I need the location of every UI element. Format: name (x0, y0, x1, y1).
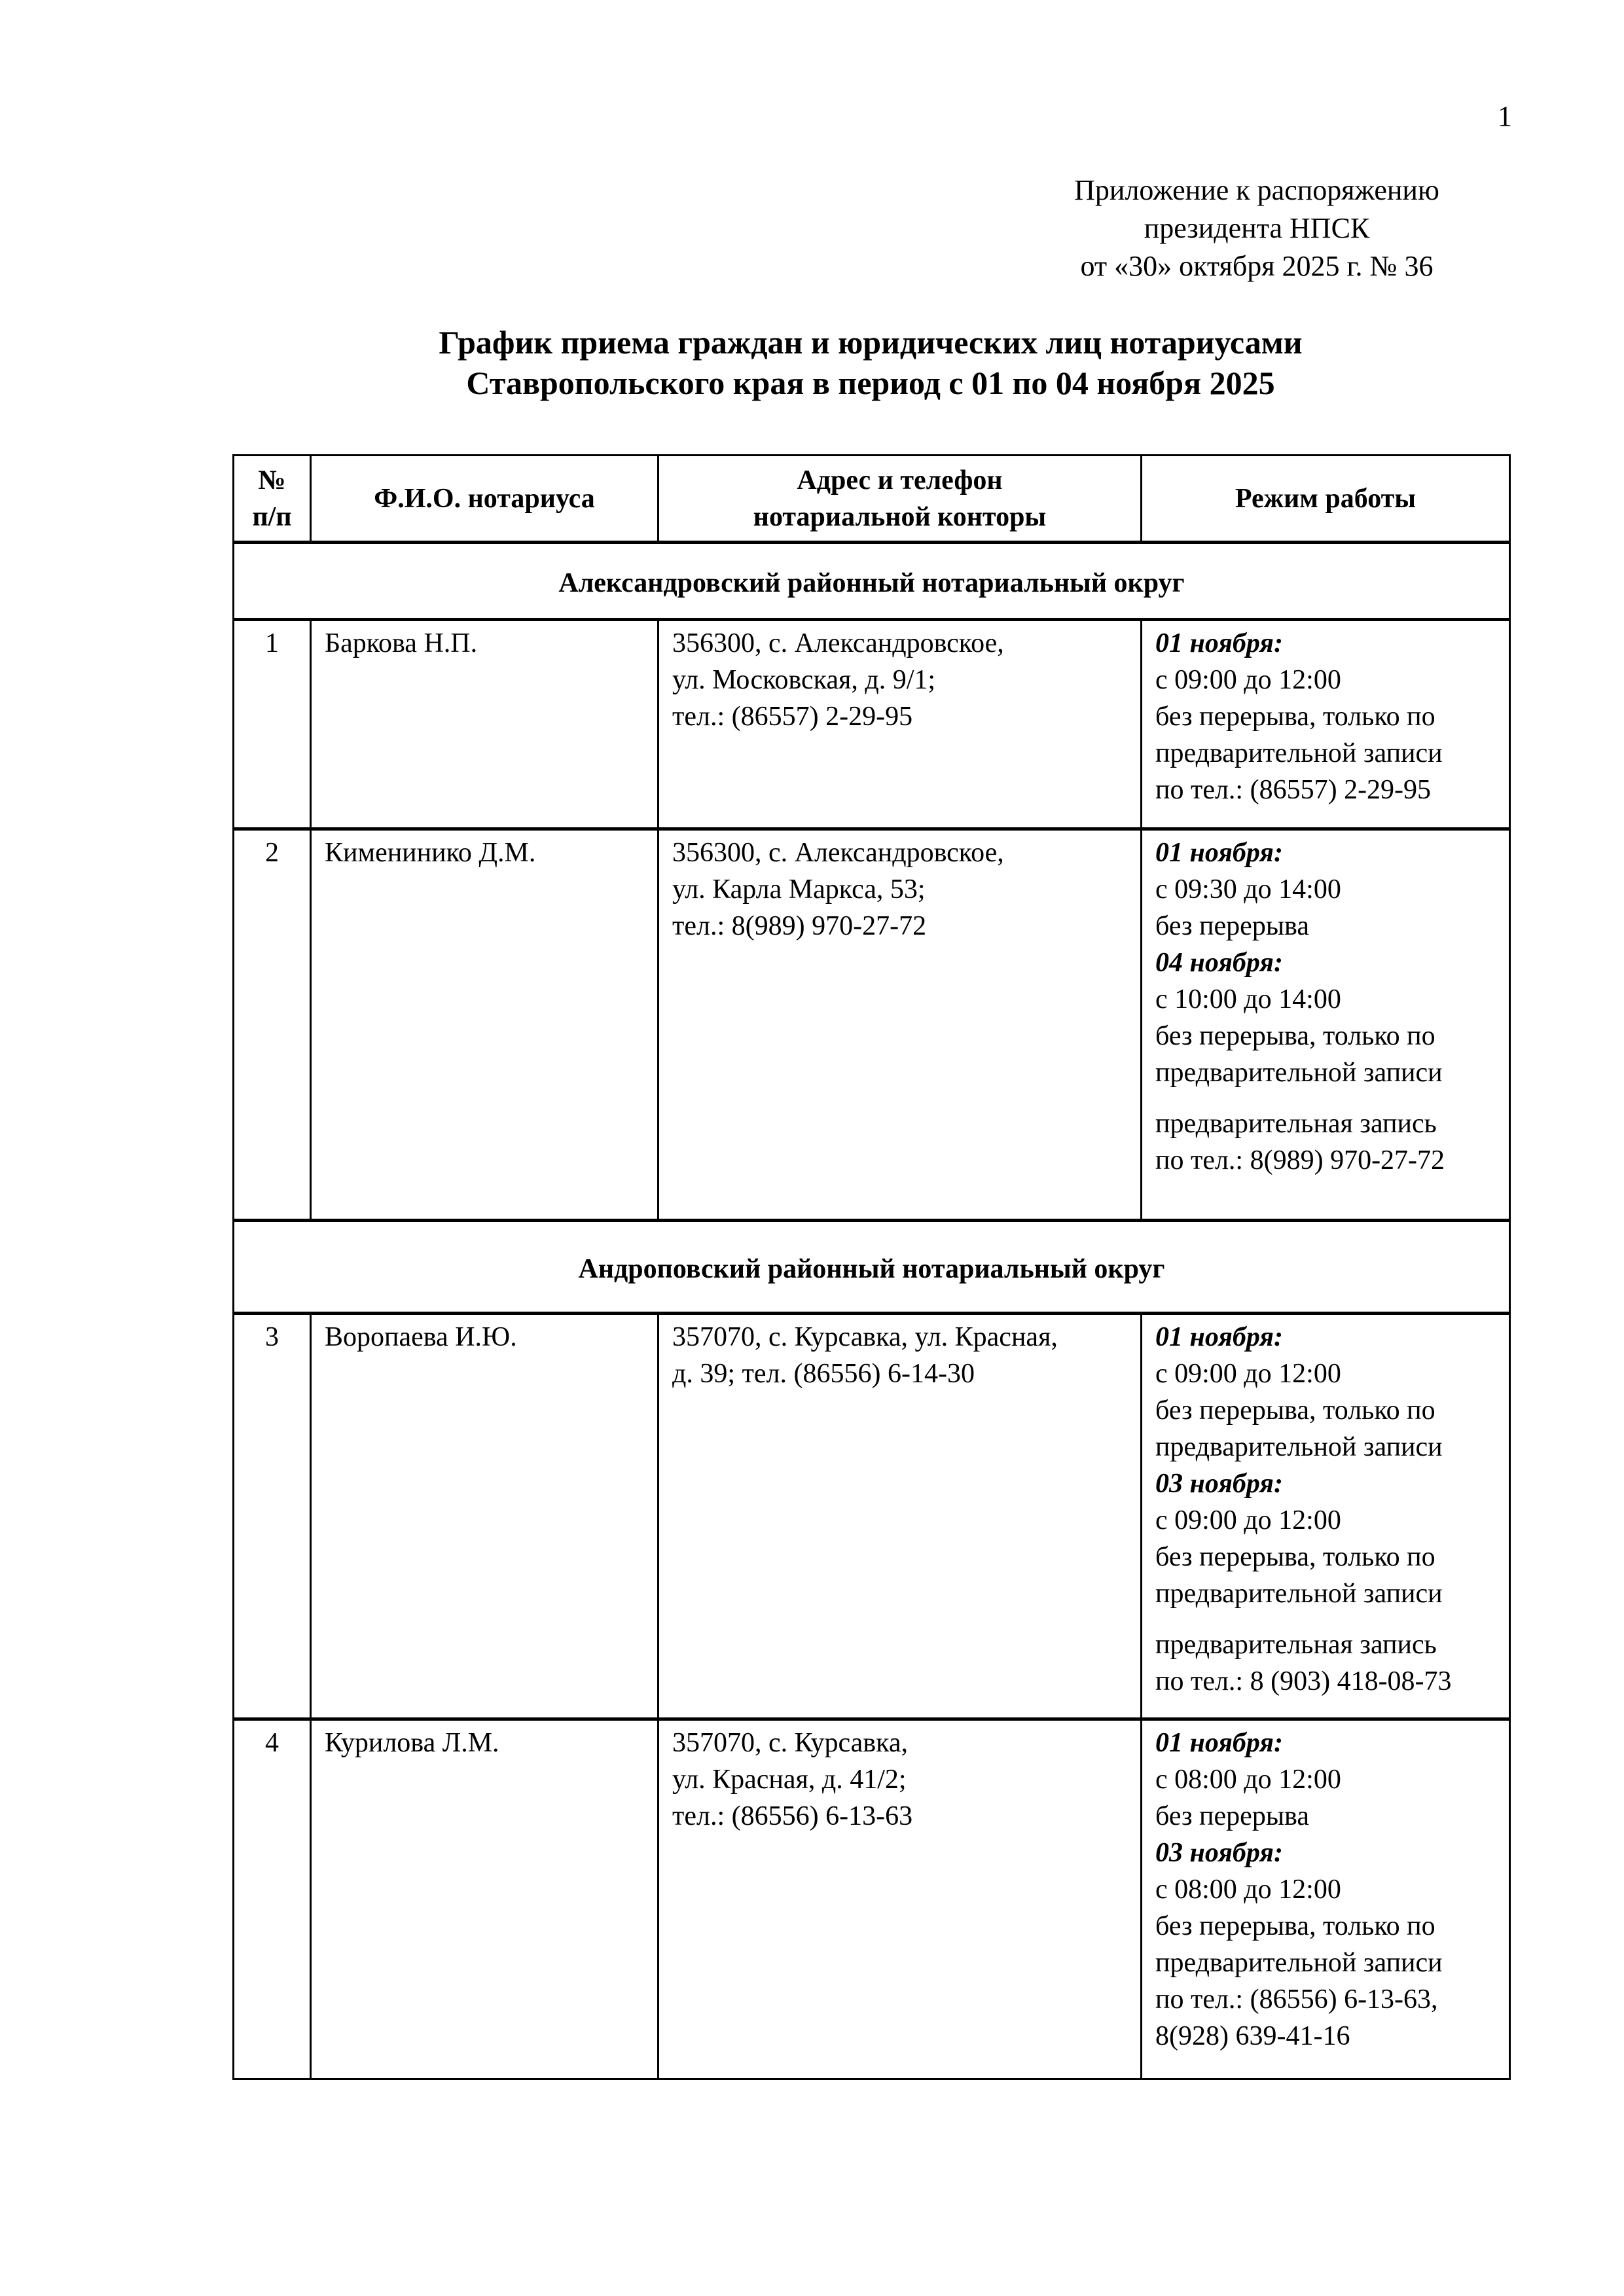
header-address: Адрес и телефон нотариальной конторы (659, 456, 1142, 543)
notary-schedule-table (232, 454, 1511, 2080)
schedule-line: без перерыва, только по (1155, 1542, 1435, 1572)
appointment-note: по тел.: 8 (903) 418-08-73 (1155, 1666, 1452, 1696)
row-number: 2 (234, 829, 311, 1221)
schedule-line: предварительной записи (1155, 1432, 1443, 1462)
row-number: 1 (234, 620, 311, 829)
district-title: Андроповский районный нотариальный округ (234, 1221, 1510, 1314)
appointment-note: по тел.: 8(989) 970-27-72 (1155, 1145, 1445, 1175)
table-row (234, 1314, 1510, 1719)
header-number: № п/п (234, 456, 311, 543)
schedule-line: с 08:00 до 12:00 (1155, 1874, 1341, 1905)
schedule-line: с 08:00 до 12:00 (1155, 1765, 1341, 1795)
schedule-line: с 09:00 до 12:00 (1155, 1359, 1341, 1389)
schedule-line: по тел.: (86557) 2-29-95 (1155, 775, 1432, 805)
row-number: 4 (234, 1719, 311, 2079)
office-address (659, 1719, 1142, 2079)
schedule-line: предварительной записи (1155, 1948, 1443, 1978)
working-hours (1142, 829, 1510, 1221)
address-line: тел.: (86557) 2-29-95 (672, 702, 913, 732)
title-line-2: Ставропольского края в период с 01 по 04 ноября 2025 (466, 365, 1275, 401)
schedule-day: 01 ноября: (1155, 838, 1283, 868)
address-line: ул. Карла Маркса, 53; (672, 874, 926, 905)
schedule-line: без перерыва, только по (1155, 702, 1435, 732)
notary-name: Кименинико Д.М. (311, 829, 659, 1221)
table-header-row (234, 456, 1510, 543)
working-hours (1142, 1719, 1510, 2079)
schedule-line: предварительной записи (1155, 1579, 1443, 1609)
appendix-reference (1021, 171, 1492, 285)
office-address (659, 620, 1142, 829)
schedule-line: предварительной записи (1155, 738, 1443, 768)
schedule-line: с 10:00 до 14:00 (1155, 984, 1341, 1014)
appendix-line-1: Приложение к распоряжению (1074, 174, 1439, 206)
schedule-line: 8(928) 639-41-16 (1155, 2021, 1350, 2051)
office-address (659, 829, 1142, 1221)
district-title: Александровский районный нотариальный округ (234, 543, 1510, 620)
header-schedule: Режим работы (1142, 456, 1510, 543)
district-section-row (234, 1221, 1510, 1314)
schedule-day: 01 ноября: (1155, 1322, 1283, 1352)
address-line: 356300, с. Александровское, (672, 838, 1004, 868)
schedule-day: 01 ноября: (1155, 628, 1283, 658)
schedule-line: с 09:00 до 12:00 (1155, 665, 1341, 695)
header-name: Ф.И.О. нотариуса (311, 456, 659, 543)
address-line: 357070, с. Курсавка, ул. Красная, (672, 1322, 1058, 1352)
page-number: 1 (1498, 100, 1512, 132)
schedule-line: без перерыва (1155, 1801, 1309, 1831)
schedule-day: 01 ноября: (1155, 1728, 1283, 1758)
schedule-line: по тел.: (86556) 6-13-63, (1155, 1984, 1438, 2015)
address-line: ул. Красная, д. 41/2; (672, 1765, 907, 1795)
schedule-line: без перерыва, только по (1155, 1395, 1435, 1426)
address-line: ул. Московская, д. 9/1; (672, 665, 936, 695)
address-line: 357070, с. Курсавка, (672, 1728, 909, 1758)
schedule-line: без перерыва, только по (1155, 1021, 1435, 1051)
schedule-line: с 09:30 до 14:00 (1155, 874, 1341, 905)
notary-name: Курилова Л.М. (311, 1719, 659, 2079)
table-row (234, 1719, 1510, 2079)
document-title (232, 322, 1509, 403)
schedule-day: 03 ноября: (1155, 1469, 1283, 1499)
address-line: 356300, с. Александровское, (672, 628, 1004, 658)
schedule-day: 04 ноября: (1155, 948, 1283, 978)
schedule-line: без перерыва (1155, 911, 1309, 941)
office-address (659, 1314, 1142, 1719)
row-number: 3 (234, 1314, 311, 1719)
working-hours (1142, 620, 1510, 829)
schedule-line: без перерыва, только по (1155, 1911, 1435, 1941)
notary-name: Воропаева И.Ю. (311, 1314, 659, 1719)
address-line: д. 39; тел. (86556) 6-14-30 (672, 1359, 975, 1389)
title-line-1: График приема граждан и юридических лиц нотариусами (439, 324, 1303, 361)
appendix-line-2: президента НПСК (1144, 212, 1370, 244)
notary-name: Баркова Н.П. (311, 620, 659, 829)
schedule-line: предварительной записи (1155, 1058, 1443, 1088)
schedule-line: с 09:00 до 12:00 (1155, 1505, 1341, 1535)
district-section-row (234, 543, 1510, 620)
table-row (234, 620, 1510, 829)
working-hours (1142, 1314, 1510, 1719)
address-line: тел.: (86556) 6-13-63 (672, 1801, 913, 1831)
appendix-line-3: от «30» октября 2025 г. № 36 (1080, 250, 1434, 282)
appointment-note: предварительная запись (1155, 1109, 1437, 1139)
appointment-note: предварительная запись (1155, 1630, 1437, 1660)
address-line: тел.: 8(989) 970-27-72 (672, 911, 927, 941)
table-row (234, 829, 1510, 1221)
schedule-day: 03 ноября: (1155, 1838, 1283, 1868)
